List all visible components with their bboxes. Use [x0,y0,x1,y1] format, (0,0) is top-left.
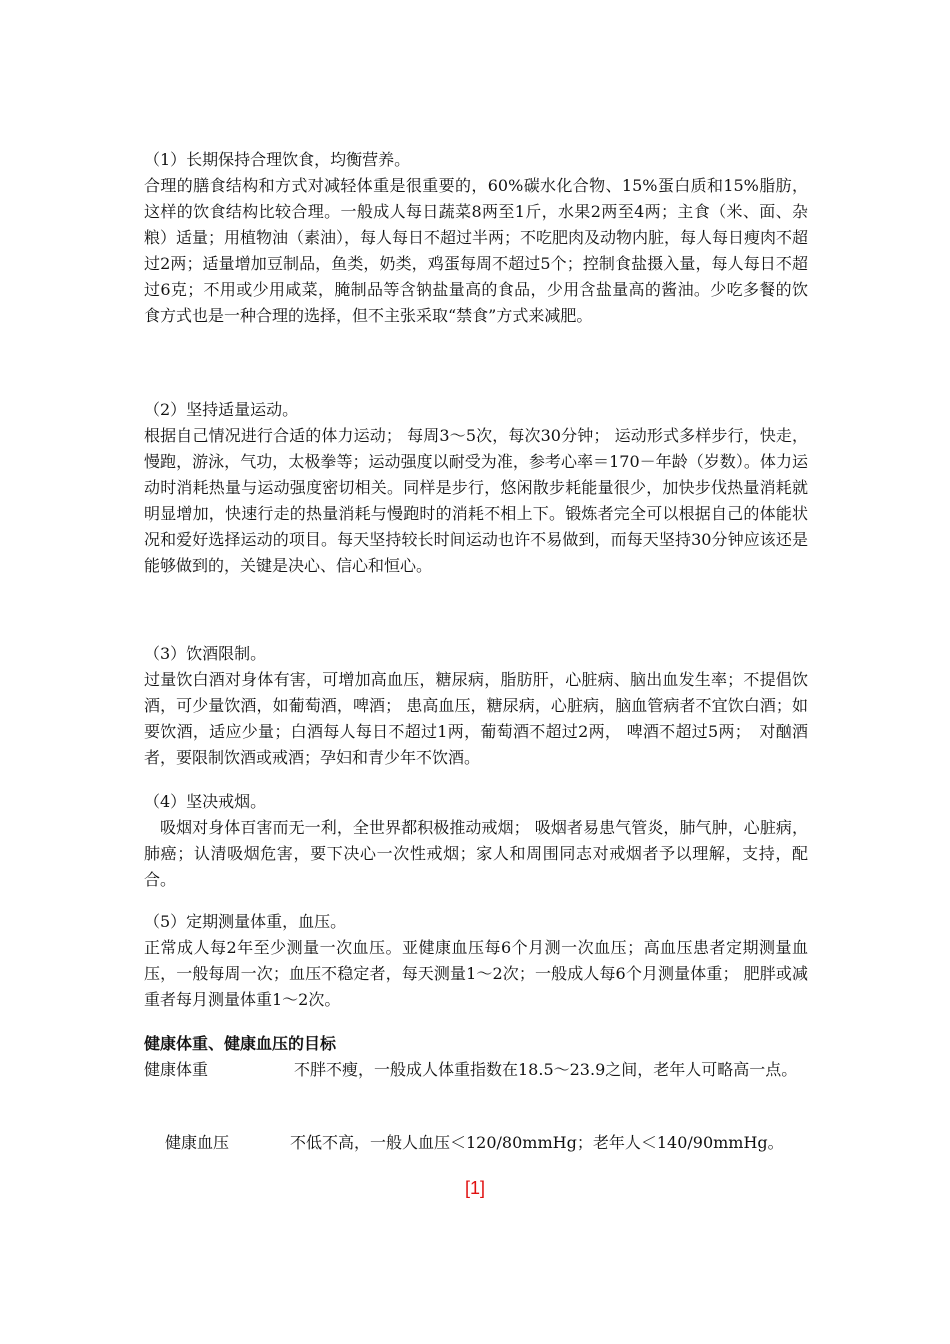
goal-weight-term: 健康体重 [144,1060,209,1079]
section-title: （3）饮酒限制。 [144,644,267,663]
section-body: 正常成人每2年至少测量一次血压。亚健康血压每6个月测一次血压；高血压患者定期测量血压，一般每周一次；血压不稳定者，每天测量1～2次；一般成人每6个月测量体重； 肥胖或减重者每月测量体重1～2次。 [144,938,808,1009]
goals-section [144,1031,808,1083]
section-body: 根据自己情况进行合适的体力运动； 每周3～5次，每次30分钟； 运动形式多样步行，快走，慢跑，游泳，气功，太极拳等；运动强度以耐受为准，参考心率＝170－年龄（岁数）。体力运动时消耗热量与运动强度密切相关。同样是步行，悠闲散步耗能量很少，加快步伐热量消耗就明显增加，快速行走的热量消耗与慢跑时的消耗不相上下。锻炼者完全可以根据自己的体能状况和爱好选择运动的项目。每天坚持较长时间运动也许不易做到，而每天坚持30分钟应该还是能够做到的，关键是决心、信心和恒心。 [144,426,808,575]
section-exercise [144,397,808,579]
section-alcohol [144,641,808,771]
section-title: （5）定期测量体重，血压。 [144,912,347,931]
section-body: 过量饮白酒对身体有害，可增加高血压，糖尿病，脂肪肝，心脏病、脑出血发生率；不提倡饮酒，可少量饮酒，如葡萄酒，啤酒； 患高血压，糖尿病，心脏病，脑血管病者不宜饮白酒；如要饮酒，适应少量；白酒每人每日不超过1两，葡萄酒不超过2两， 啤酒不超过5两； 对酗酒者，要限制饮酒或戒酒；孕妇和青少年不饮酒。 [144,670,808,767]
section-title: （4）坚决戒烟。 [144,792,267,811]
goal-weight-desc: 不胖不瘦，一般成人体重指数在18.5～23.9之间，老年人可略高一点。 [294,1060,798,1079]
goal-bp-desc: 不低不高，一般人血压＜120/80mmHg；老年人＜140/90mmHg。 [290,1133,784,1152]
section-diet [144,147,808,329]
section-body: 吸烟对身体百害而无一利，全世界都积极推动戒烟； 吸烟者易患气管炎，肺气肿，心脏病，肺癌；认清吸烟危害，要下决心一次性戒烟；家人和周围同志对戒烟者予以理解，支持，配合。 [144,818,808,889]
goal-bp-term: 健康血压 [165,1133,230,1152]
section-smoking [144,789,808,893]
footnote-link[interactable]: [1] [464,1178,485,1198]
goal-weight-row [144,1057,808,1083]
goals-heading: 健康体重、健康血压的目标 [144,1034,337,1053]
section-monitoring [144,909,808,1013]
goal-bp-row [165,1130,808,1156]
section-title: （1）长期保持合理饮食，均衡营养。 [144,150,411,169]
section-body: 合理的膳食结构和方式对减轻体重是很重要的，60%碳水化合物、15%蛋白质和15%脂肪，这样的饮食结构比较合理。一般成人每日蔬菜8两至1斤，水果2两至4两；主食（米、面、杂粮）适量；用植物油（素油），每人每日不超过半两；不吃肥肉及动物内脏，每人每日瘦肉不超过2两；适量增加豆制品，鱼类，奶类，鸡蛋每周不超过5个；控制食盐摄入量，每人每日不超过6克；不用或少用咸菜，腌制品等含钠盐量高的食品，少用含盐量高的酱油。少吃多餐的饮食方式也是一种合理的选择，但不主张采取“禁食”方式来减肥。 [144,176,809,325]
section-title: （2）坚持适量运动。 [144,400,299,419]
